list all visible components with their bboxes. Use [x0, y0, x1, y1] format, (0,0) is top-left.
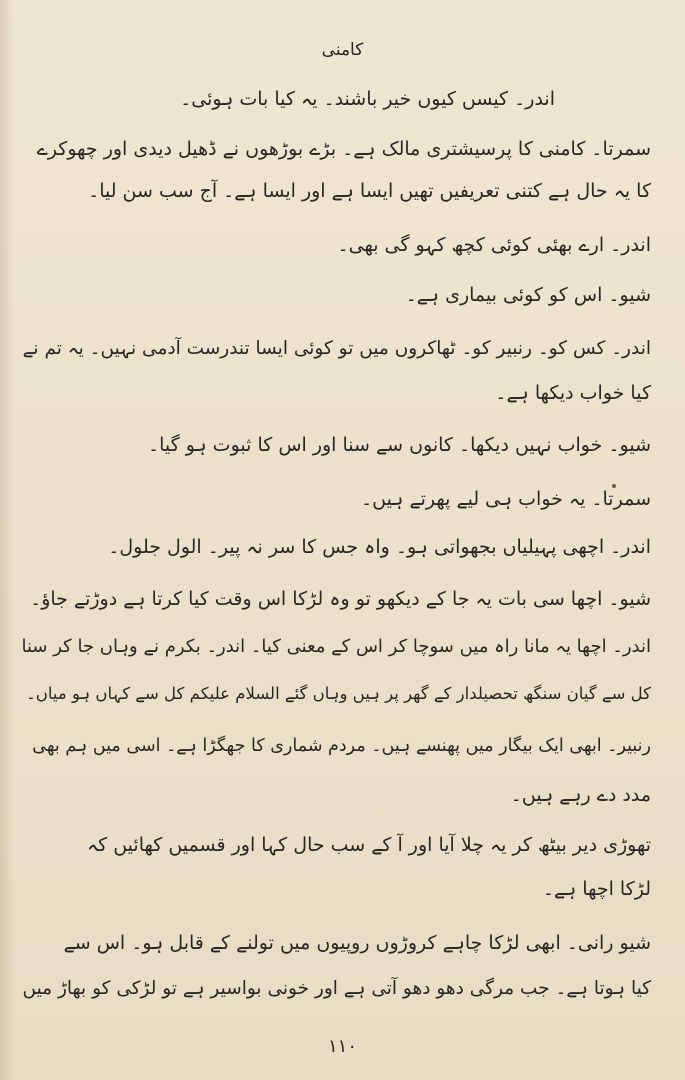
text-line: کیا خواب دیکھا ہے۔ — [495, 382, 651, 404]
text-line: رنبیر۔ ابھی ایک بیگار میں پھنسے ہیں۔ مردم شماری کا جھگڑا ہے۔ اسی میں ہم بھی — [32, 736, 651, 756]
running-header: کامنی — [321, 40, 364, 60]
text-line: شیو۔ اچھا سی بات یہ جا کے دیکھو تو وہ لڑکا اس وقت کیا کرتا ہے دوڑتے جاؤ۔ — [30, 588, 651, 610]
text-line: مدد دے رہے ہیں۔ — [510, 784, 651, 806]
text-line: شیو۔ اس کو کوئی بیماری ہے۔ — [405, 284, 651, 306]
text-line: سمرتا۔ یہ خواب ہی لیے پھرتے ہیں۔ — [360, 488, 651, 510]
text-line: اندر۔ اچھا یہ مانا راہ میں سوچا کر اس کے معنی کیا۔ اندر۔ بکرم نے وہاں جا کر سنا — [21, 636, 651, 657]
ink-speck — [612, 484, 616, 488]
text-line: شیو رانی۔ ابھی لڑکا چاہے کروڑوں روپیوں میں تولنے کے قابل ہو۔ اس سے — [63, 932, 651, 954]
text-line: اندر۔ کیسں کیوں خیر باشند۔ یہ کیا بات ہوئی۔ — [180, 88, 555, 110]
text-line: کل سے گیان سنگھ تحصیلدار کے گھر پر ہیں وہاں گئے السلام علیکم کل سے کہاں ہو میاں۔ — [26, 684, 651, 703]
text-line: اندر۔ اچھی پہیلیاں بجھواتی ہو۔ واہ جس کا سر نہ پیر۔ الول جلول۔ — [108, 536, 651, 558]
text-line: تھوڑی دیر بیٹھ کر یہ چلا آیا اور آ کے سب حال کہا اور قسمیں کھائیں کہ — [87, 834, 651, 856]
text-line: سمرتا۔ کامنی کا پرسیشتری مالک ہے۔ بڑے بوڑھوں نے ڈھیل دیدی اور چھوکرے — [36, 138, 651, 160]
text-line: کا یہ حال ہے کتنی تعریفیں تھیں ایسا ہے اور ایسا ہے۔ آج سب سن لیا۔ — [88, 180, 651, 202]
text-line: کیا ہوتا ہے۔ جب مرگی دھو دھو آتی ہے اور خونی بواسیر ہے تو لڑکی کو بھاڑ میں — [22, 978, 651, 999]
text-line: شیو۔ خواب نہیں دیکھا۔ کانوں سے سنا اور اس کا ثبوت ہو گیا۔ — [147, 434, 651, 456]
text-line: اندر۔ ارے بھئی کوئی کچھ کہو گی بھی۔ — [337, 234, 651, 256]
text-line: لڑکا اچھا ہے۔ — [542, 878, 651, 900]
text-line: اندر۔ کس کو۔ رنبیر کو۔ ٹھاکروں میں تو کوئی ایسا تندرست آدمی نہیں۔ یہ تم نے — [22, 338, 651, 359]
page-number: ۱۱۰ — [327, 1036, 357, 1057]
